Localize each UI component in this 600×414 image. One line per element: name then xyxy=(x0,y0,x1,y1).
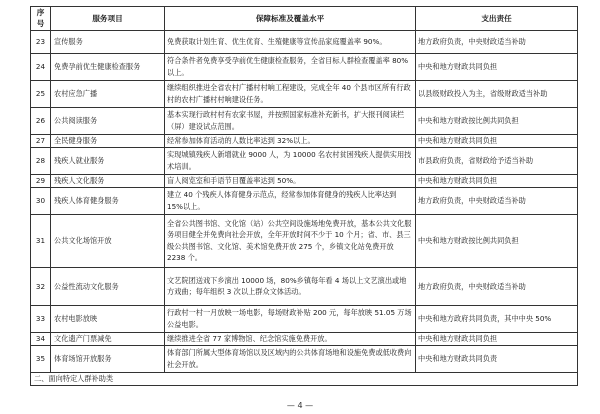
row-standard: 基本实现行政村村有农家书屋，并按照国家标准补充新书，扩大报刊阅读栏（屏）建设试点范围。 xyxy=(165,107,416,134)
row-standard: 实现城镇残疾人新增就业 9000 人，为 10000 名农村贫困残疾人提供实用技术培训。 xyxy=(165,147,416,174)
row-standard: 经常参加体育活动的人数比率达到 32%以上。 xyxy=(165,134,416,147)
page-number: — 4 — xyxy=(286,401,314,410)
table-row xyxy=(31,80,578,107)
row-item: 体育场馆开放服务 xyxy=(51,345,165,372)
row-item: 公共文化场馆开放 xyxy=(51,214,165,267)
row-responsibility: 中央和地方政府共同负责，其中中央 50% xyxy=(416,305,578,332)
row-responsibility: 中央和地方财政按比例共同负担 xyxy=(416,107,578,134)
row-item: 公共阅读服务 xyxy=(51,107,165,134)
row-standard: 行政村一村一月放映一场电影，每场财政补贴 200 元，每年放映 51.05 万场公益电影。 xyxy=(165,305,416,332)
table-row xyxy=(31,214,578,267)
table-row xyxy=(31,345,578,372)
table-row xyxy=(31,332,578,345)
table-row xyxy=(31,187,578,214)
table-row xyxy=(31,107,578,134)
row-num: 26 xyxy=(31,107,51,134)
row-num: 28 xyxy=(31,147,51,174)
header-item: 服务项目 xyxy=(51,7,165,31)
row-standard: 免费获取计划生育、优生优育、生殖健康等宣传品家庭覆盖率 90%。 xyxy=(165,30,416,53)
row-standard: 文艺院团送戏下乡演出 10000 场，80%乡镇每年看 4 场以上文艺演出或地方戏曲；每年组织 3 次以上群众文体活动。 xyxy=(165,267,416,305)
row-num: 35 xyxy=(31,345,51,372)
table-row xyxy=(31,305,578,332)
row-responsibility: 市县政府负责，省财政给予适当补助 xyxy=(416,147,578,174)
section-row xyxy=(31,372,578,385)
header-responsibility: 支出责任 xyxy=(416,7,578,31)
service-table xyxy=(30,6,578,386)
row-item: 宣传服务 xyxy=(51,30,165,53)
row-item: 免费孕前优生健康检查服务 xyxy=(51,53,165,80)
row-responsibility: 中央和地方财政共同负担 xyxy=(416,174,578,187)
row-item: 公益性流动文化服务 xyxy=(51,267,165,305)
row-responsibility: 地方政府负责，中央财政适当补助 xyxy=(416,187,578,214)
row-num: 34 xyxy=(31,332,51,345)
row-num: 25 xyxy=(31,80,51,107)
table-row xyxy=(31,53,578,80)
row-responsibility: 中央和地方财政按比例共同负担 xyxy=(416,214,578,267)
row-item: 农村应急广播 xyxy=(51,80,165,107)
row-num: 30 xyxy=(31,187,51,214)
table-row xyxy=(31,267,578,305)
row-standard: 体育部门所属大型体育场馆以及区域内的公共体育场地和设施免费或低收费向社会开放。 xyxy=(165,345,416,372)
row-responsibility: 地方政府负责，中央财政适当补助 xyxy=(416,267,578,305)
row-item: 残疾人体育健身服务 xyxy=(51,187,165,214)
row-standard: 继续推进全省 77 家博物馆、纪念馆实施免费开放。 xyxy=(165,332,416,345)
row-num: 31 xyxy=(31,214,51,267)
row-num: 29 xyxy=(31,174,51,187)
row-standard: 全省公共图书馆、文化馆（站）公共空间设施场地免费开放，基本公共文化服务项目健全并免费向社会开放，全年开放时间不少于 10 个月；省、市、县三级公共图书馆、文化馆、美术馆免费开放 275 个，乡镇文化站免费开放 2238 个。 xyxy=(165,214,416,267)
row-standard: 符合条件者免费享受孕前优生健康检查服务，全省目标人群检查覆盖率 80%以上。 xyxy=(165,53,416,80)
service-table-sheet xyxy=(30,6,577,386)
table-row xyxy=(31,174,578,187)
row-item: 残疾人就业服务 xyxy=(51,147,165,174)
row-item: 残疾人文化服务 xyxy=(51,174,165,187)
row-item: 农村电影放映 xyxy=(51,305,165,332)
row-standard: 继续组织推进全省农村广播村村响工程建设，完成全年 40 个县市区所有行政村的农村广播村村响建设任务。 xyxy=(165,80,416,107)
row-responsibility: 中央和地方财政共同负担 xyxy=(416,332,578,345)
row-item: 全民健身服务 xyxy=(51,134,165,147)
row-item: 文化遗产门票减免 xyxy=(51,332,165,345)
row-responsibility: 以县级财政投入为主，省级财政适当补助 xyxy=(416,80,578,107)
table-row xyxy=(31,147,578,174)
row-responsibility: 中央和地方财政共同负担 xyxy=(416,134,578,147)
row-standard: 盲人阅览室和手语节目覆盖率达到 50%。 xyxy=(165,174,416,187)
table-row xyxy=(31,134,578,147)
row-num: 24 xyxy=(31,53,51,80)
row-responsibility: 中央和地方财政共同负担 xyxy=(416,53,578,80)
row-num: 32 xyxy=(31,267,51,305)
table-row xyxy=(31,30,578,53)
section-heading: 二、面向特定人群补助类 xyxy=(31,372,578,385)
row-responsibility: 中央和地方财政共同负责 xyxy=(416,345,578,372)
row-standard: 建立 40 个残疾人体育健身示范点，经常参加体育健身的残疾人比率达到 15%以上。 xyxy=(165,187,416,214)
header-standard: 保障标准及覆盖水平 xyxy=(165,7,416,31)
header-num: 序号 xyxy=(31,7,51,31)
row-responsibility: 地方政府负责，中央财政适当补助 xyxy=(416,30,578,53)
table-header-row xyxy=(31,7,578,31)
row-num: 23 xyxy=(31,30,51,53)
row-num: 33 xyxy=(31,305,51,332)
row-num: 27 xyxy=(31,134,51,147)
